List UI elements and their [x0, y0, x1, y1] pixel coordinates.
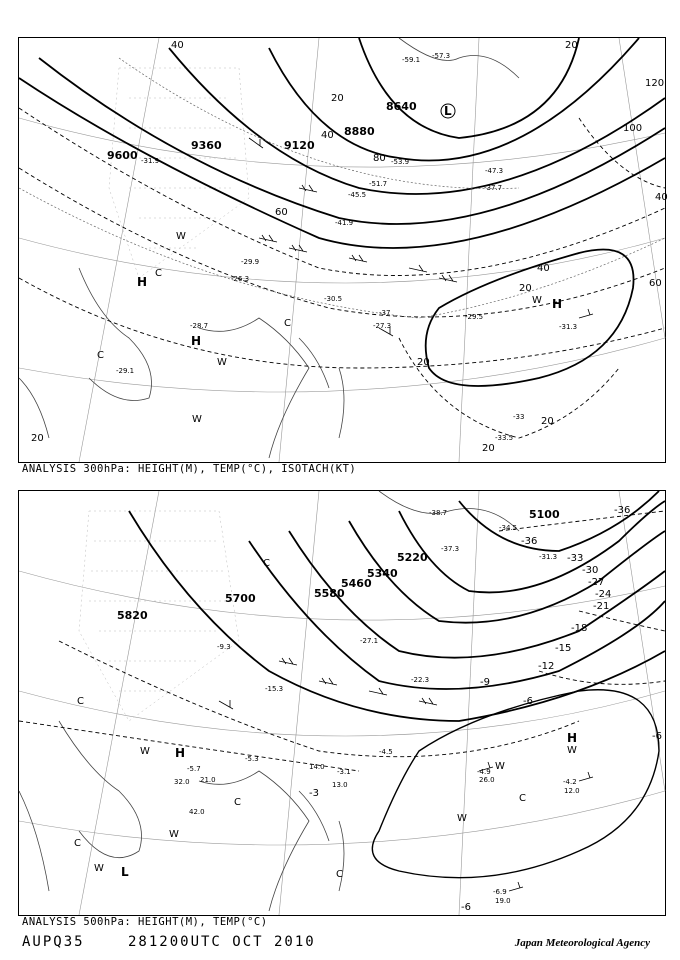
isotherm-label: -15 — [555, 643, 572, 654]
agency-name: Japan Meteorological Agency — [514, 937, 650, 949]
station-temp: -47.3 — [485, 167, 504, 175]
station-value: 21.0 — [200, 776, 216, 784]
station-value: -6.9 — [493, 888, 507, 896]
isotach-label: 60 — [275, 207, 288, 218]
warm-center: W — [217, 357, 227, 368]
high-center: H — [567, 731, 578, 745]
isotach-closed-contour — [426, 250, 634, 386]
height-label: 5460 — [341, 577, 372, 590]
station-value: -15.3 — [265, 685, 284, 693]
station-temp: -57.3 — [432, 52, 451, 60]
warm-center: W — [457, 813, 467, 824]
map-300hpa — [19, 38, 668, 462]
station-value: -37.3 — [441, 545, 460, 553]
isotach-label: 80 — [373, 153, 386, 164]
station-value: 19.0 — [495, 897, 511, 905]
station-value: -27.1 — [360, 637, 379, 645]
station-temp: -45.5 — [348, 191, 367, 199]
isotherm-label: -9 — [480, 677, 490, 688]
station-temp: -33.5 — [495, 434, 514, 442]
cold-center: C — [234, 797, 241, 808]
isotach-label: 40 — [655, 192, 668, 203]
height-label: 5220 — [397, 551, 428, 564]
isotherm-label: -6 — [523, 696, 533, 707]
height-label: 9360 — [191, 139, 222, 152]
isotach-label: 100 — [623, 123, 643, 134]
station-value: -31.3 — [539, 553, 558, 561]
height-label: 5580 — [314, 587, 345, 600]
high-center: H — [175, 746, 186, 760]
isotherm-label: -36 — [521, 536, 538, 547]
station-value: -5.7 — [187, 765, 201, 773]
low-center: L — [444, 104, 452, 118]
warm-center: W — [140, 746, 150, 757]
isotach-label: 20 — [331, 93, 344, 104]
high-center: H — [552, 297, 563, 311]
caption-300hpa: ANALYSIS 300hPa: HEIGHT(M), TEMP(°C), ISOTACH(KT) — [22, 463, 357, 475]
station-value: 42.0 — [189, 808, 205, 816]
coastline — [19, 491, 519, 911]
station-temp: -29.5 — [465, 313, 484, 321]
station-temp: -37.7 — [484, 184, 503, 192]
isotach-label: 20 — [417, 357, 430, 368]
station-temp: -31.9 — [141, 157, 160, 165]
chart-500hpa — [18, 490, 666, 916]
height-contours — [19, 38, 665, 248]
station-value: -4.2 — [563, 778, 577, 786]
station-value: 14.0 — [309, 763, 325, 771]
station-temp: -26.3 — [231, 275, 250, 283]
station-value: 32.0 — [174, 778, 190, 786]
cold-center: C — [77, 696, 84, 707]
station-temp: -30.5 — [324, 295, 343, 303]
high-center: H — [191, 334, 202, 348]
isotherm-label: -6 — [652, 731, 662, 742]
cold-center: C — [263, 558, 270, 569]
station-temp: -41.9 — [335, 219, 354, 227]
station-value: -22.3 — [411, 676, 430, 684]
isotherm-label: -18 — [571, 623, 588, 634]
station-value: 12.0 — [564, 787, 580, 795]
cold-center: C — [519, 793, 526, 804]
warm-center: W — [532, 295, 542, 306]
height-label: 9600 — [107, 149, 138, 162]
caption-500hpa: ANALYSIS 500hPa: HEIGHT(M), TEMP(°C) — [22, 916, 268, 928]
isotherm-label: -12 — [538, 661, 555, 672]
isotach-label: 40 — [171, 40, 184, 51]
station-temp: -27.3 — [373, 322, 392, 330]
station-temp: -51.7 — [369, 180, 388, 188]
station-value: 13.0 — [332, 781, 348, 789]
warm-center: W — [495, 761, 505, 772]
chart-300hpa — [18, 37, 666, 463]
station-temp: -29.1 — [116, 367, 135, 375]
isotherm-label: -6 — [461, 902, 471, 913]
station-value: -9.3 — [217, 643, 231, 651]
height-label: 5100 — [529, 508, 560, 521]
cold-center: C — [336, 869, 343, 880]
isotach-label: 20 — [541, 416, 554, 427]
height-contours — [129, 491, 665, 721]
hatch-region — [79, 511, 239, 721]
warm-center: W — [567, 745, 577, 756]
station-value: -4.5 — [379, 748, 393, 756]
isotach-label: 120 — [645, 78, 665, 89]
cold-center: C — [97, 350, 104, 361]
station-value: -4.9 — [477, 768, 491, 776]
station-value: -38.7 — [429, 509, 448, 517]
station-temp: -28.7 — [190, 322, 209, 330]
station-temp: -29.9 — [241, 258, 260, 266]
station-temp: -33 — [513, 413, 525, 421]
isotherm-label: -3 — [309, 788, 319, 799]
cold-center: C — [284, 318, 291, 329]
valid-time: 281200UTC OCT 2010 — [128, 934, 316, 950]
isotherm-label: -36 — [614, 505, 631, 516]
station-value: -34.5 — [499, 524, 518, 532]
height-label: 9120 — [284, 139, 315, 152]
low-center: L — [121, 865, 129, 879]
height-label: 5820 — [117, 609, 148, 622]
isotach-label: 20 — [482, 443, 495, 454]
station-temp: -37 — [379, 309, 391, 317]
station-value: -3.1 — [337, 768, 351, 776]
isotach-label: 20 — [31, 433, 44, 444]
station-temp: -53.9 — [391, 158, 410, 166]
warm-center: W — [176, 231, 186, 242]
height-label: 8880 — [344, 125, 375, 138]
isotherm-label: -27 — [588, 577, 605, 588]
warm-center: W — [192, 414, 202, 425]
warm-center: W — [94, 863, 104, 874]
product-code: AUPQ35 — [22, 934, 85, 950]
map-500hpa — [19, 491, 665, 915]
station-temp: -31.3 — [559, 323, 578, 331]
coastline — [19, 38, 519, 458]
isotherm-label: -33 — [567, 553, 584, 564]
isotach-label: 60 — [649, 278, 662, 289]
station-temp: -59.1 — [402, 56, 421, 64]
cold-center: C — [155, 268, 162, 279]
isotach-label: 40 — [321, 130, 334, 141]
height-label: 8640 — [386, 100, 417, 113]
hatch-region — [109, 68, 249, 278]
isotherm-label: -21 — [593, 601, 610, 612]
high-center: H — [137, 275, 148, 289]
isotherm-label: -30 — [582, 565, 599, 576]
station-value: 26.0 — [479, 776, 495, 784]
isotach-label: 40 — [537, 263, 550, 274]
isotach-label: 20 — [519, 283, 532, 294]
height-label: 5340 — [367, 567, 398, 580]
warm-center: W — [169, 829, 179, 840]
isotherm-label: -24 — [595, 589, 612, 600]
isotach-label: 20 — [565, 40, 578, 51]
station-value: -5.3 — [245, 755, 259, 763]
cold-center: C — [74, 838, 81, 849]
height-label: 5700 — [225, 592, 256, 605]
